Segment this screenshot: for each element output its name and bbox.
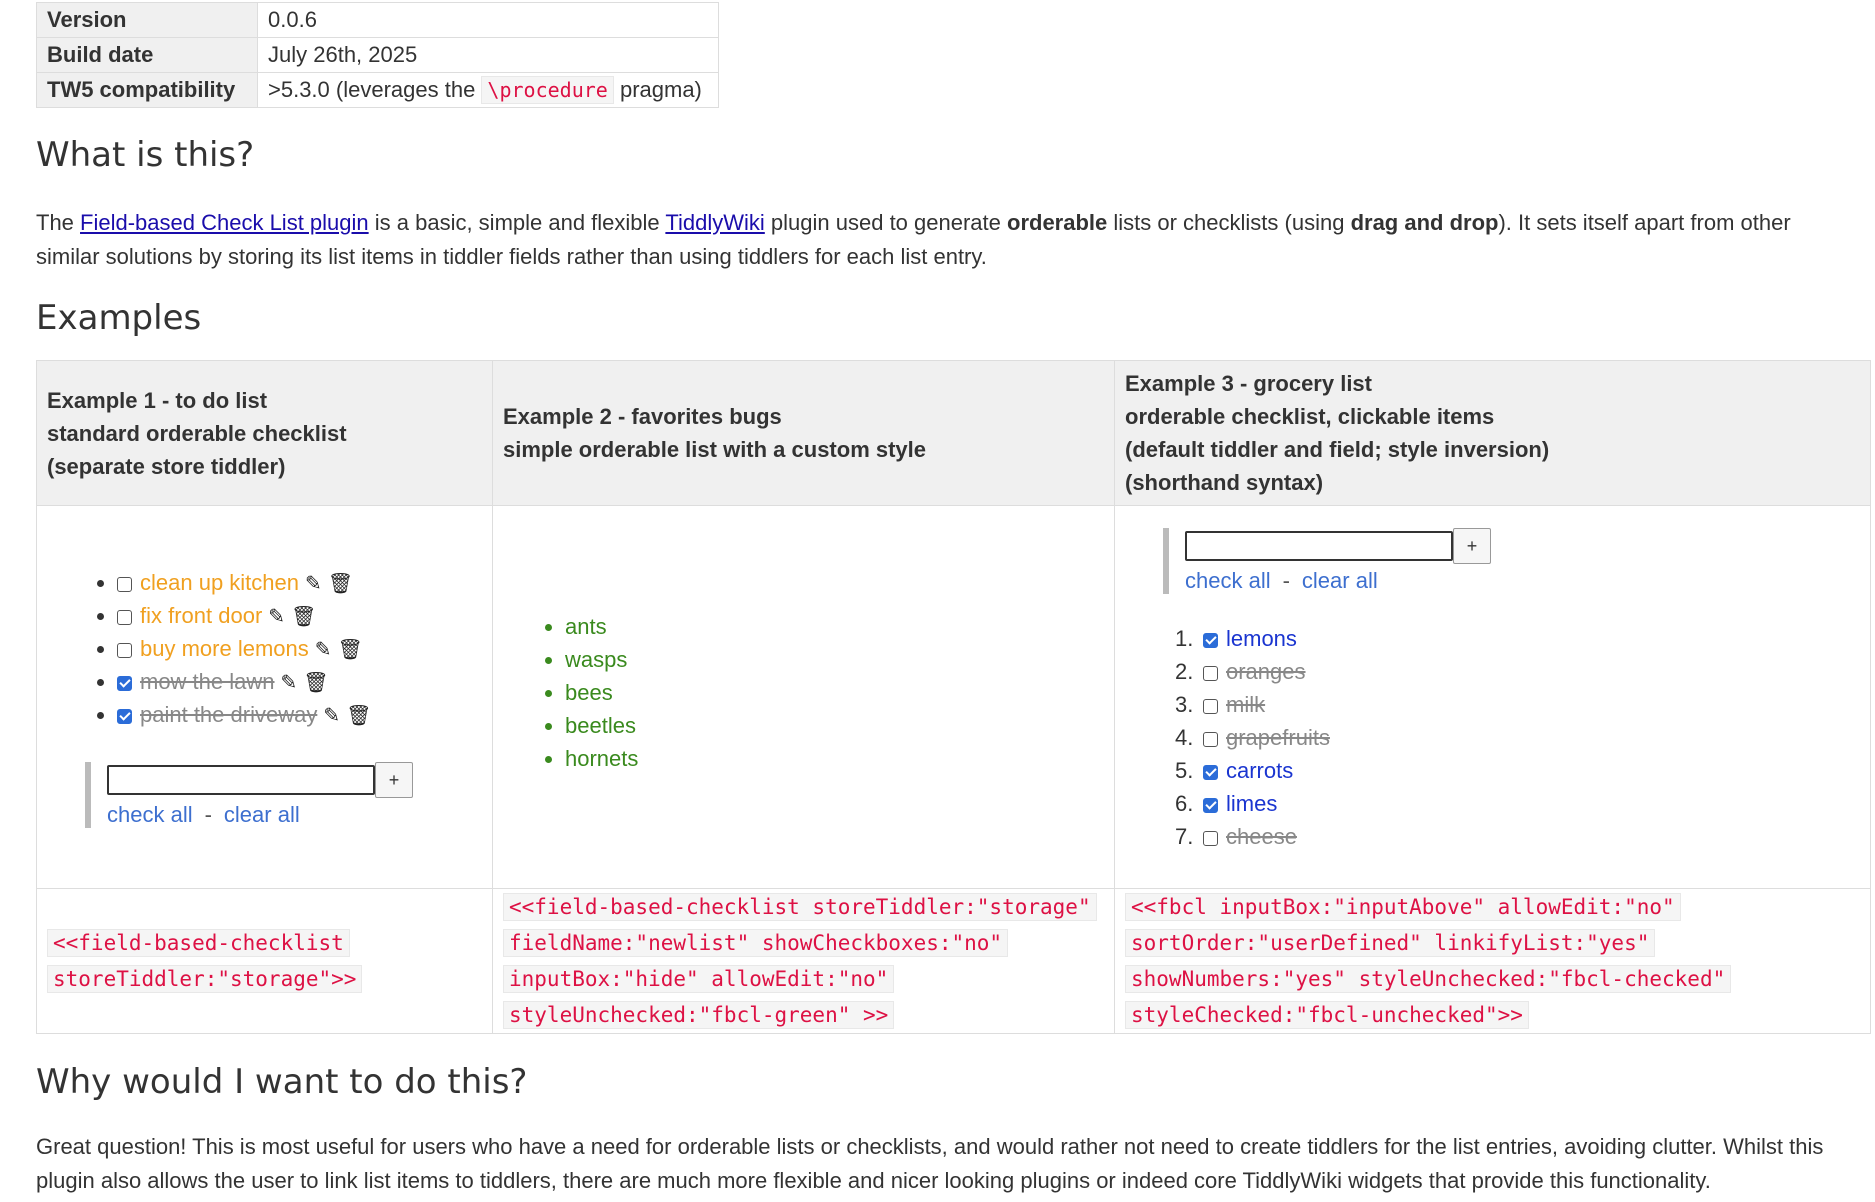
checkbox[interactable] [117,709,132,724]
grocery-list [1115,622,1330,853]
example2-header [493,361,1115,506]
list-item[interactable] [117,566,371,599]
item-label[interactable]: grapefruits [1226,725,1330,750]
list-item[interactable]: • bees [565,676,638,709]
list-item[interactable] [117,632,371,665]
input-block [85,762,413,828]
list-item[interactable]: • ants [565,610,638,643]
list-item[interactable] [117,698,371,731]
example2-code [493,889,1115,1034]
heading-examples: Examples [36,298,202,338]
checkbox[interactable] [1203,666,1218,681]
item-label[interactable]: paint the driveway [140,702,318,727]
intro-bold: orderable [1007,210,1108,235]
pencil-icon[interactable]: ✎ [323,705,341,727]
header-line: (separate store tiddler) [47,453,286,479]
todo-list [37,566,371,731]
info-value [258,73,719,108]
why-paragraph: Great question! This is most useful for users who have a need for orderable lists or checklists, and would rather not need to create tiddlers for the list entries, avoiding clutter. Whilst this plugin also allows the user to link list items to tiddlers, there are much more flexible and nicer looking plugins or indeed core TiddlyWiki widgets that provide this functionality. [36,1134,1824,1193]
list-item[interactable] [1175,721,1330,754]
pencil-icon[interactable]: ✎ [268,606,286,628]
checkbox[interactable] [1203,732,1218,747]
code-line: sortOrder:"userDefined" linkifyList:"yes" [1125,929,1655,957]
header-line: (shorthand syntax) [1125,470,1324,495]
code-line: <<field-based-checklist [47,929,350,957]
intro-text: plugin used to generate [764,210,1007,235]
item-label[interactable]: mow the lawn [140,669,275,694]
intro-text: ). It sets itself apart from other similar solutions by storing its list items in tiddler fields rather than using tiddlers for each list entry. [36,210,1791,269]
intro-text: is a basic, simple and flexible [368,210,666,235]
clear-all-link[interactable]: clear all [223,802,300,827]
header-line: simple orderable list with a custom style [503,437,927,462]
clear-all-link[interactable]: clear all [1301,568,1378,593]
check-all-link[interactable]: check all [107,802,193,827]
table-row [37,73,719,108]
check-all-link[interactable]: check all [1185,568,1271,593]
example1-header [37,361,493,506]
examples-table [36,360,1871,1034]
intro-paragraph [36,206,1846,274]
compat-pre: >5.3.0 (leverages the [268,77,482,102]
heading-what: What is this? [36,135,255,175]
info-key: TW5 compatibility [37,73,258,108]
plugin-link[interactable]: Field-based Check List plugin [80,210,369,235]
list-item[interactable]: • hornets [565,742,638,775]
trash-icon[interactable]: 🗑 [291,606,317,628]
intro-text: lists or checklists (using [1107,210,1351,235]
input-block [1163,528,1491,594]
item-number: 6. [1175,791,1194,816]
checkbox[interactable] [1203,633,1218,648]
header-line: Example 2 - favorites bugs [503,404,782,429]
code-line: inputBox:"hide" allowEdit:"no" [503,965,894,993]
checkbox[interactable] [117,577,132,592]
compat-post: pragma) [613,77,702,102]
table-row [37,889,1871,1034]
item-label[interactable]: lemons [1226,626,1297,651]
info-key: Version [37,3,258,38]
item-number: 2. [1175,659,1194,684]
table-row [37,3,719,38]
item-number: 1. [1175,626,1194,651]
item-label[interactable]: cheese [1226,824,1297,849]
trash-icon[interactable]: 🗑 [327,573,354,595]
page [0,2,1875,1198]
add-item-button[interactable]: + [1453,528,1491,564]
checkbox[interactable] [1203,765,1218,780]
list-item[interactable] [117,599,371,632]
header-line: standard orderable checklist [47,420,347,446]
header-line: Example 3 - grocery list [1125,371,1372,396]
list-item[interactable]: • wasps [565,643,638,676]
new-item-input[interactable] [1185,531,1453,561]
list-item[interactable] [117,665,371,698]
table-row [37,361,1871,506]
example3-code [1115,889,1871,1034]
item-label[interactable]: milk [1226,692,1266,717]
table-row [37,506,1871,889]
check-controls [107,802,413,828]
list-item[interactable]: • beetles [565,709,638,742]
item-label[interactable]: buy more lemons [140,636,309,661]
info-value: July 26th, 2025 [258,38,719,73]
item-label[interactable]: fix front door [140,603,263,628]
item-label[interactable]: clean up kitchen [140,570,299,595]
info-value: 0.0.6 [258,3,719,38]
intro-text: The [36,210,81,235]
list-item[interactable] [1175,655,1330,688]
example1-demo [37,506,493,889]
list-item[interactable] [1175,754,1330,787]
list-item[interactable] [1175,688,1330,721]
item-number: 3. [1175,692,1194,717]
list-item[interactable] [1175,787,1330,820]
add-item-button[interactable]: + [375,762,413,798]
item-label[interactable]: oranges [1226,659,1306,684]
header-line: (default tiddler and field; style inversion) [1125,437,1550,462]
heading-why: Why would I want to do this? [36,1062,528,1102]
code-line: fieldName:"newlist" showCheckboxes:"no" [503,929,1008,957]
header-line: Example 1 - to do list [47,387,268,413]
trash-icon[interactable]: 🗑 [346,705,372,727]
checkbox[interactable] [117,643,132,658]
tiddlywiki-link[interactable]: TiddlyWiki [665,210,765,235]
input-row [107,762,413,798]
info-table [36,2,719,108]
checkbox[interactable] [1203,831,1218,846]
pencil-icon[interactable]: ✎ [314,639,332,661]
item-label[interactable]: carrots [1226,758,1294,783]
separator: - [1282,568,1290,593]
trash-icon[interactable]: 🗑 [337,639,363,661]
header-line: orderable checklist, clickable items [1125,404,1495,429]
input-row [1185,528,1491,564]
example2-demo [493,506,1115,889]
example3-header [1115,361,1871,506]
check-controls [1185,568,1491,594]
example1-code [37,889,493,1034]
pencil-icon[interactable]: ✎ [305,573,322,595]
list-item[interactable] [1175,622,1330,655]
checkbox[interactable] [1203,699,1218,714]
list-item[interactable] [1175,820,1330,853]
item-number: 7. [1175,824,1194,849]
procedure-code: \procedure [481,76,613,104]
item-label[interactable]: limes [1226,791,1278,816]
code-line: <<field-based-checklist storeTiddler:"storage" [503,893,1097,921]
item-number: 4. [1175,725,1194,750]
checkbox[interactable] [117,610,132,625]
table-row [37,38,719,73]
bugs-list [485,610,638,775]
code-line: <<fbcl inputBox:"inputAbove" allowEdit:"no" [1125,893,1681,921]
intro-bold: drag and drop [1350,210,1499,235]
separator: - [204,802,212,827]
pencil-icon[interactable]: ✎ [280,672,298,694]
code-line: showNumbers:"yes" styleUnchecked:"fbcl-checked" [1125,965,1731,993]
code-line: styleChecked:"fbcl-unchecked">> [1125,1001,1529,1029]
checkbox[interactable] [1203,798,1218,813]
code-line: storeTiddler:"storage">> [47,965,362,993]
info-key: Build date [37,38,258,73]
checkbox[interactable] [117,676,132,691]
trash-icon[interactable]: 🗑 [303,672,329,694]
code-line: styleUnchecked:"fbcl-green" >> [503,1001,894,1029]
example3-demo [1115,506,1871,889]
new-item-input[interactable] [107,765,375,795]
item-number: 5. [1175,758,1194,783]
